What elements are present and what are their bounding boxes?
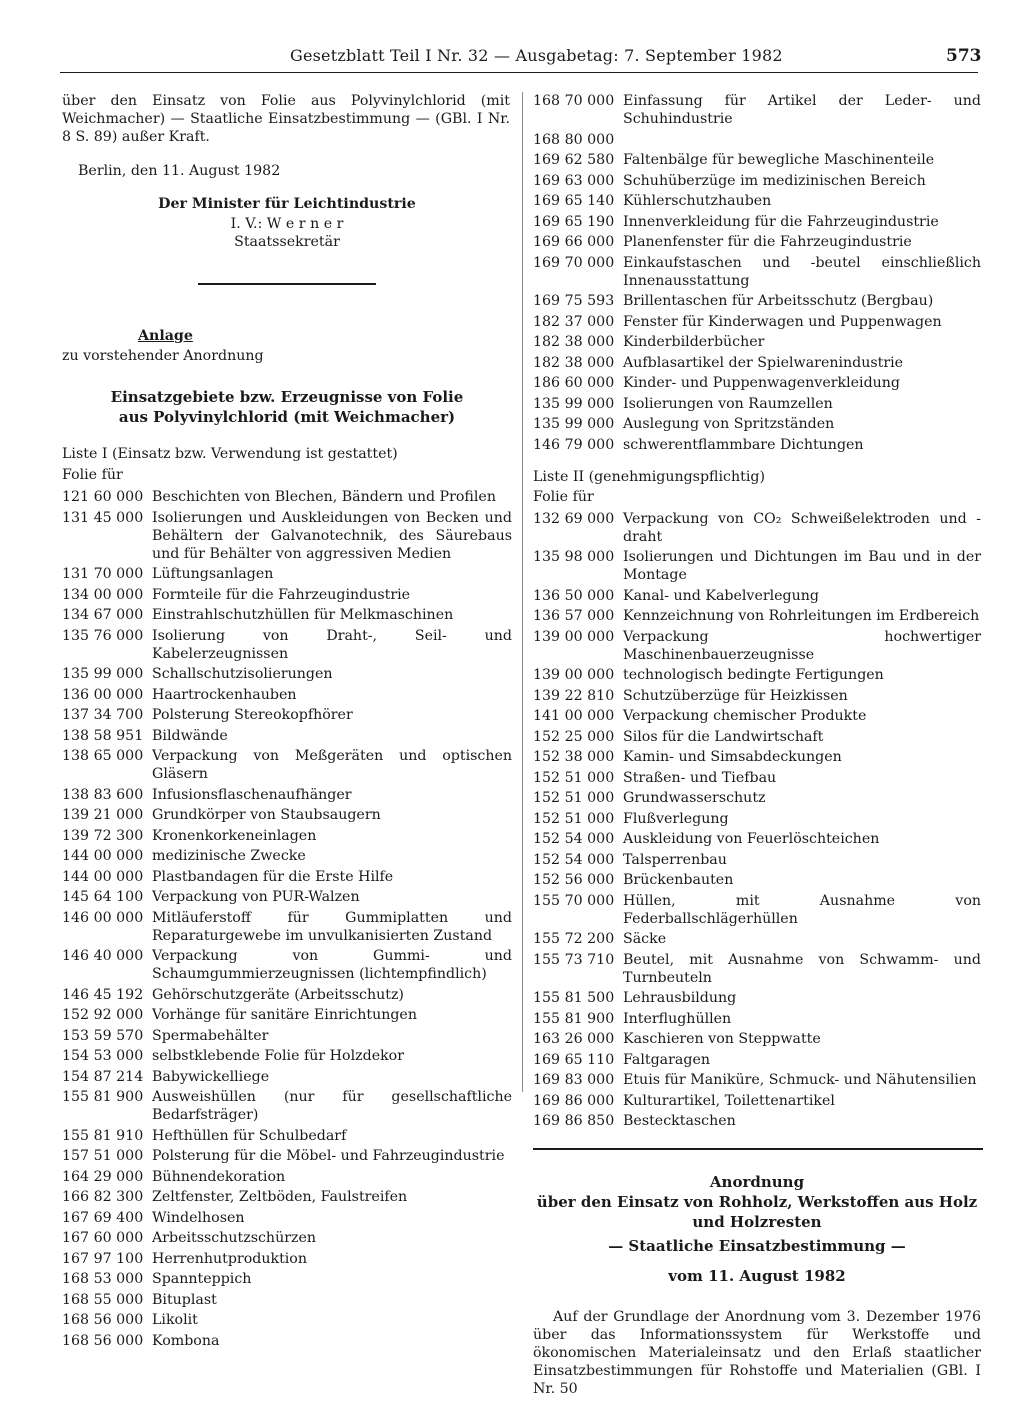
list-item: [533, 548, 981, 584]
list-item: [533, 1112, 981, 1130]
item-description: Verpackung von PUR-Walzen: [152, 889, 360, 905]
item-code: 168 53 000: [62, 1271, 144, 1287]
item-code: 152 25 000: [533, 728, 615, 745]
item-description: Plastbandagen für die Erste Hilfe: [152, 868, 394, 885]
item-code: 139 72 300: [62, 827, 144, 844]
item-code: 152 51 000: [533, 790, 615, 806]
list-item: [62, 727, 512, 745]
list-item: [533, 395, 981, 413]
item-code: 136 57 000: [533, 608, 615, 624]
item-code: 157 51 000: [62, 1148, 144, 1164]
item-code: 146 79 000: [533, 436, 615, 453]
item-description: Babywickelliege: [152, 1068, 270, 1085]
item-code: 141 00 000: [533, 708, 615, 724]
item-description: Bühnendekoration: [152, 1168, 286, 1185]
item-description: Hefthüllen für Schulbedarf: [152, 1127, 347, 1144]
list-item: [62, 1270, 512, 1288]
anlage-title: Anlage: [138, 328, 193, 344]
item-description: Talsperrenbau: [623, 851, 727, 868]
item-code: 152 54 000: [533, 831, 615, 847]
item-code: 139 22 810: [533, 687, 615, 704]
item-code: 169 86 850: [533, 1113, 615, 1129]
item-description: Silos für die Landwirtschaft: [623, 728, 824, 745]
item-description: Verpackung chemischer Produkte: [623, 708, 867, 724]
list-item: [62, 586, 512, 604]
item-code: 166 82 300: [62, 1189, 144, 1205]
page-number: 573: [946, 46, 982, 66]
item-code: 134 67 000: [62, 607, 144, 623]
section-title: [62, 387, 512, 427]
item-code: 144 00 000: [62, 868, 144, 885]
item-code: 135 99 000: [533, 395, 615, 412]
list-item: [62, 1332, 512, 1350]
item-code: 169 65 110: [533, 1051, 615, 1068]
item-description: Verpackung von Meßgeräten und optischen Gläsern: [152, 748, 512, 782]
item-code: 186 60 000: [533, 375, 615, 391]
list1-items: [62, 488, 512, 1350]
item-description: Faltenbälge für bewegliche Maschinenteile: [623, 152, 935, 168]
item-description: Bituplast: [152, 1291, 217, 1308]
item-code: 167 97 100: [62, 1250, 144, 1267]
list-item: [533, 607, 981, 625]
list-item: [533, 333, 981, 351]
item-description: Ausweishüllen (nur für gesellschaftliche Bedarfsträger): [152, 1089, 512, 1123]
item-description: Arbeitsschutzschürzen: [152, 1230, 316, 1246]
item-description: schwerentflammbare Dichtungen: [623, 436, 864, 453]
item-code: 139 00 000: [533, 628, 615, 645]
list-item: [62, 1127, 512, 1145]
list-item: [62, 488, 512, 506]
list-item: [62, 1209, 512, 1227]
item-code: 167 60 000: [62, 1230, 144, 1246]
item-code: 131 45 000: [62, 509, 144, 526]
list-item: [533, 728, 981, 746]
right-column: [533, 92, 981, 1398]
item-description: Säcke: [623, 931, 667, 947]
list-item: [62, 847, 512, 865]
item-code: 164 29 000: [62, 1168, 144, 1185]
item-code: 169 83 000: [533, 1072, 615, 1088]
page-header: [0, 44, 1024, 74]
item-description: Kinderbilderbücher: [623, 334, 765, 350]
list-item: [62, 509, 512, 563]
item-description: Bildwände: [152, 727, 228, 744]
item-code: 152 54 000: [533, 851, 615, 868]
list-item: [533, 436, 981, 454]
item-code: 152 38 000: [533, 749, 615, 765]
list-item: [533, 354, 981, 372]
ordinance-subtitle: — Staatliche Einsatzbestimmung —: [608, 1237, 906, 1255]
item-description: Grundkörper von Staubsaugern: [152, 807, 381, 823]
item-description: Kombona: [152, 1332, 220, 1349]
item-description: Verpackung von CO₂ Schweißelektroden und -draht: [623, 510, 981, 545]
ordinance-title-2: über den Einsatz von Rohholz, Werkstoffen aus Holz: [536, 1193, 978, 1211]
list-item: [62, 888, 512, 906]
list-item: [533, 871, 981, 889]
item-description: Beutel, mit Ausnahme von Schwamm- und Turnbeuteln: [623, 951, 981, 986]
list-item: [62, 947, 512, 983]
item-description: Verpackung hochwertiger Maschinenbauerzeugnisse: [623, 628, 981, 663]
list2-title: Liste II (genehmigungspflichtig): [533, 468, 765, 485]
item-code: 146 00 000: [62, 909, 144, 926]
anlage-subtitle: zu vorstehender Anordnung: [62, 348, 264, 364]
item-code: 121 60 000: [62, 489, 144, 505]
item-description: Auskleidung von Feuerlöschteichen: [623, 831, 880, 847]
item-description: Kanal- und Kabelverlegung: [623, 587, 819, 604]
item-code: 169 75 593: [533, 293, 615, 309]
list-item: [62, 606, 512, 624]
item-description: Brückenbauten: [623, 872, 734, 888]
list-item: [533, 254, 981, 290]
item-code: 155 72 200: [533, 931, 615, 947]
list-item: [533, 851, 981, 869]
item-description: Formteile für die Fahrzeugindustrie: [152, 586, 411, 603]
item-description: Mitläuferstoff für Gummiplatten und Reparaturgewebe im unvulkanisierten Zustand: [152, 909, 512, 944]
list-item: [62, 1006, 512, 1024]
item-code: 152 56 000: [533, 872, 615, 888]
item-code: 169 62 580: [533, 152, 615, 168]
list-item: [533, 374, 981, 392]
item-description: selbstklebende Folie für Holzdekor: [152, 1048, 405, 1064]
item-code: 168 56 000: [62, 1312, 144, 1328]
item-description: Vorhänge für sanitäre Einrichtungen: [152, 1007, 417, 1023]
item-code: 182 38 000: [533, 334, 615, 350]
item-code: 155 73 710: [533, 951, 615, 968]
item-code: 139 00 000: [533, 667, 615, 683]
list-item: [62, 1047, 512, 1065]
item-description: Fenster für Kinderwagen und Puppenwagen: [623, 313, 942, 330]
list-item: [533, 1051, 981, 1069]
list-item: [533, 1092, 981, 1110]
list-item: [533, 151, 981, 169]
item-description: Gehörschutzgeräte (Arbeitsschutz): [152, 986, 404, 1003]
item-code: 167 69 400: [62, 1209, 144, 1226]
item-description: Lüftungsanlagen: [152, 566, 274, 582]
item-description: Lehrausbildung: [623, 990, 737, 1006]
item-description: Kamin- und Simsabdeckungen: [623, 749, 842, 765]
list-item: [62, 1229, 512, 1247]
item-code: 136 00 000: [62, 686, 144, 703]
list-item: [533, 628, 981, 664]
item-code: 131 70 000: [62, 566, 144, 582]
list-item: [533, 587, 981, 605]
list-item: [62, 827, 512, 845]
item-code: 138 58 951: [62, 727, 144, 744]
item-description: Einstrahlschutzhüllen für Melkmaschinen: [152, 607, 454, 623]
item-code: 138 83 600: [62, 786, 144, 803]
item-description: Isolierungen und Dichtungen im Bau und in der Montage: [623, 549, 981, 583]
list-item: [533, 92, 981, 128]
item-code: 168 56 000: [62, 1332, 144, 1349]
item-description: Kulturartikel, Toilettenartikel: [623, 1092, 835, 1109]
item-code: 182 38 000: [533, 354, 615, 371]
section-title-line-2: aus Polyvinylchlorid (mit Weichmacher): [118, 408, 456, 426]
ordinance-heading: [533, 1172, 981, 1286]
item-description: Planenfenster für die Fahrzeugindustrie: [623, 234, 912, 250]
list-item: [62, 909, 512, 945]
intro-text: über den Einsatz von Folie aus Polyvinylchlorid (mit Weichmacher) — Staatliche Einsatzbestimmung — (GBl. I Nr. 8 S. 89) außer Kraft.: [62, 93, 510, 145]
item-description: Polsterung Stereokopfhörer: [152, 707, 353, 723]
list-item: [62, 665, 512, 683]
item-code: 155 81 910: [62, 1127, 144, 1144]
item-code: 168 70 000: [533, 93, 615, 109]
item-description: Einkaufstaschen und -beutel einschließlich Innenausstattung: [623, 254, 981, 289]
item-description: Auslegung von Spritzständen: [623, 416, 835, 432]
item-code: 132 69 000: [533, 510, 615, 527]
item-description: Haartrockenhauben: [152, 686, 297, 703]
list-item: [62, 1027, 512, 1045]
item-code: 154 53 000: [62, 1048, 144, 1064]
left-column: [62, 92, 512, 1352]
list-item: [62, 1250, 512, 1268]
list-item: [62, 747, 512, 783]
item-description: Spannteppich: [152, 1271, 252, 1287]
list-item: [533, 1071, 981, 1089]
item-description: Herrenhutproduktion: [152, 1250, 307, 1267]
item-code: 155 81 900: [62, 1089, 144, 1105]
list-item: [62, 706, 512, 724]
item-code: 144 00 000: [62, 848, 144, 864]
item-code: 146 40 000: [62, 948, 144, 964]
list-item: [533, 1030, 981, 1048]
item-code: 135 99 000: [533, 416, 615, 432]
list-item: [533, 930, 981, 948]
item-code: 169 65 140: [533, 193, 615, 209]
signature-rule: [198, 283, 376, 285]
item-code: 154 87 214: [62, 1068, 144, 1085]
ordinance-title-3: und Holzresten: [692, 1213, 822, 1231]
item-description: Verpackung von Gummi- und Schaumgummierzeugnissen (lichtempfindlich): [152, 948, 512, 982]
list-item: [62, 627, 512, 663]
list-item: [533, 313, 981, 331]
item-description: Kinder- und Puppenwagenverkleidung: [623, 375, 901, 391]
item-description: Spermabehälter: [152, 1027, 269, 1044]
list-item: [62, 1068, 512, 1086]
item-code: 135 99 000: [62, 666, 144, 682]
item-description: Etuis für Maniküre, Schmuck- und Nähutensilien: [623, 1072, 977, 1088]
item-description: technologisch bedingte Fertigungen: [623, 667, 884, 683]
item-code: 136 50 000: [533, 587, 615, 604]
item-description: Straßen- und Tiefbau: [623, 769, 777, 786]
list-item: [62, 1311, 512, 1329]
item-code: 168 55 000: [62, 1291, 144, 1308]
list-item: [533, 666, 981, 684]
item-code: 155 81 900: [533, 1010, 615, 1027]
list-item: [533, 292, 981, 310]
item-code: 152 92 000: [62, 1007, 144, 1023]
item-code: 153 59 570: [62, 1027, 144, 1044]
signature-position: Staatssekretär: [234, 234, 340, 250]
item-description: Beschichten von Blechen, Bändern und Profilen: [152, 489, 496, 505]
item-code: 137 34 700: [62, 707, 144, 723]
list-item: [533, 233, 981, 251]
list-item: [533, 192, 981, 210]
item-description: Isolierungen und Auskleidungen von Becken und Behältern der Galvanotechnik, des Säurebaus und für Behälter von aggressiven Medien: [152, 509, 512, 562]
item-description: Aufblasartikel der Spielwarenindustrie: [623, 354, 904, 371]
list-item: [533, 510, 981, 546]
item-code: 169 63 000: [533, 172, 615, 189]
item-description: Isolierungen von Raumzellen: [623, 395, 833, 412]
item-code: 169 70 000: [533, 254, 615, 271]
list-item: [533, 769, 981, 787]
list-item: [533, 830, 981, 848]
list-item: [62, 1088, 512, 1124]
item-code: 155 81 500: [533, 990, 615, 1006]
list-item: [533, 707, 981, 725]
item-description: Interflughüllen: [623, 1010, 732, 1027]
list-item: [533, 748, 981, 766]
list-item: [533, 172, 981, 190]
section-title-line-1: Einsatzgebiete bzw. Erzeugnisse von Folie: [110, 388, 464, 406]
item-code: 146 45 192: [62, 986, 144, 1003]
list-item: [62, 1147, 512, 1165]
list-item: [62, 806, 512, 824]
item-description: Bestecktaschen: [623, 1113, 736, 1129]
list1-continued: [533, 92, 981, 454]
list-item: [62, 686, 512, 704]
item-description: Grundwasserschutz: [623, 790, 766, 806]
list1-title: Liste I (Einsatz bzw. Verwendung ist gestattet): [62, 446, 398, 462]
list-item: [533, 213, 981, 231]
item-description: Zeltfenster, Zeltböden, Faulstreifen: [152, 1189, 408, 1205]
column-divider: [522, 92, 523, 1092]
signature-block: [62, 195, 512, 251]
item-description: Faltgaragen: [623, 1051, 710, 1068]
item-code: 152 51 000: [533, 769, 615, 786]
item-code: 155 70 000: [533, 892, 615, 909]
item-description: Brillentaschen für Arbeitsschutz (Bergbau): [623, 293, 934, 309]
list-item: [533, 687, 981, 705]
ordinance-title-1: Anordnung: [709, 1173, 805, 1191]
item-description: medizinische Zwecke: [152, 848, 306, 864]
list-item: [62, 786, 512, 804]
list-item: [533, 892, 981, 928]
place-date: Berlin, den 11. August 1982: [78, 163, 281, 179]
item-description: Kühlerschutzhauben: [623, 193, 772, 209]
item-code: 169 65 190: [533, 213, 615, 230]
item-code: 169 66 000: [533, 234, 615, 250]
list-item: [533, 951, 981, 987]
item-code: 169 86 000: [533, 1092, 615, 1109]
item-description: [623, 131, 981, 149]
list2-subtitle: Folie für: [533, 488, 594, 505]
list-item: [62, 868, 512, 886]
item-description: Kennzeichnung von Rohrleitungen im Erdbereich: [623, 608, 980, 624]
section-rule: [533, 1148, 983, 1150]
item-description: Windelhosen: [152, 1209, 245, 1226]
item-code: 138 65 000: [62, 748, 144, 764]
list-item: [62, 1291, 512, 1309]
item-code: 182 37 000: [533, 313, 615, 330]
list-item: [62, 1188, 512, 1206]
item-code: 139 21 000: [62, 807, 144, 823]
list2-items: [533, 510, 981, 1131]
list-item: [533, 989, 981, 1007]
list-item: [62, 565, 512, 583]
list-item: [533, 789, 981, 807]
list-item: [533, 1010, 981, 1028]
item-code: 145 64 100: [62, 889, 144, 905]
item-description: Schallschutzisolierungen: [152, 666, 333, 682]
list1-subtitle: Folie für: [62, 467, 123, 483]
item-description: Kronenkorkeneinlagen: [152, 827, 317, 844]
item-description: Innenverkleidung für die Fahrzeugindustrie: [623, 213, 939, 230]
item-description: Kaschieren von Steppwatte: [623, 1031, 821, 1047]
header-title: Gesetzblatt Teil I Nr. 32 — Ausgabetag: 7. September 1982: [290, 46, 783, 65]
list-item: [533, 131, 981, 149]
list-item: [533, 810, 981, 828]
item-description: Polsterung für die Möbel- und Fahrzeugindustrie: [152, 1148, 505, 1164]
item-code: 152 51 000: [533, 810, 615, 827]
item-description: Flußverlegung: [623, 810, 729, 827]
item-description: Infusionsflaschenaufhänger: [152, 786, 352, 803]
list-item: [62, 986, 512, 1004]
ordinance-date: vom 11. August 1982: [668, 1267, 846, 1285]
item-description: Hüllen, mit Ausnahme von Federballschlägerhüllen: [623, 892, 981, 927]
item-code: 163 26 000: [533, 1031, 615, 1047]
item-description: Einfassung für Artikel der Leder- und Schuhindustrie: [623, 93, 981, 127]
item-code: 135 76 000: [62, 627, 144, 644]
item-description: Isolierung von Draht-, Seil- und Kabelerzeugnissen: [152, 627, 512, 662]
signature-deputy: I. V.: W e r n e r: [230, 216, 344, 232]
ordinance-body: Auf der Grundlage der Anordnung vom 3. Dezember 1976 über das Informationssystem für Werkstoffe und ökonomischen Materialeinsatz und den Erlaß staatlicher Einsatzbestimmungen für Rohstoffe und Materialien (GBl. I Nr. 50: [533, 1309, 981, 1397]
header-rule: [60, 72, 978, 73]
item-description: Likolit: [152, 1312, 198, 1328]
item-code: 168 80 000: [533, 131, 615, 148]
list-item: [533, 415, 981, 433]
signature-ministry: Der Minister für Leichtindustrie: [158, 196, 416, 212]
item-code: 134 00 000: [62, 586, 144, 603]
item-description: Schutzüberzüge für Heizkissen: [623, 687, 848, 704]
list-item: [62, 1168, 512, 1186]
item-description: Schuhüberzüge im medizinischen Bereich: [623, 172, 926, 189]
item-code: 135 98 000: [533, 549, 615, 565]
